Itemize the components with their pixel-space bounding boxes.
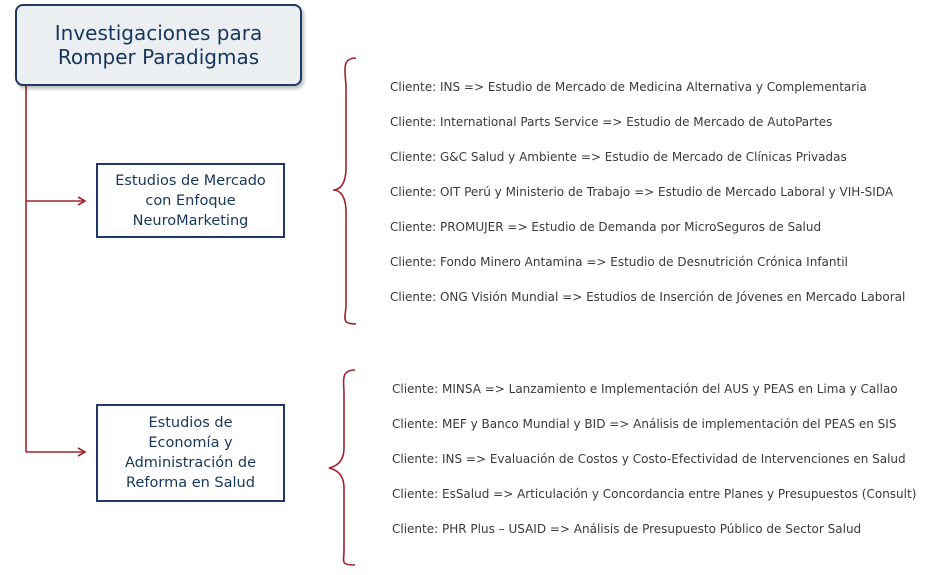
brace-branch-1 xyxy=(333,58,356,324)
client-item: Cliente: MINSA => Lanzamiento e Implementación del AUS y PEAS en Lima y Callao xyxy=(392,382,898,396)
branch-node-label: Estudios de Economía y Administración de Reforma en Salud xyxy=(124,415,257,491)
client-item: Cliente: INS => Estudio de Mercado de Medicina Alternativa y Complementaria xyxy=(390,80,867,94)
brace-branch-2 xyxy=(329,370,355,565)
client-item: Cliente: G&C Salud y Ambiente => Estudio de Mercado de Clínicas Privadas xyxy=(390,150,847,164)
client-item: Cliente: PHR Plus – USAID => Análisis de Presupuesto Público de Sector Salud xyxy=(392,522,862,536)
client-item: Cliente: PROMUJER => Estudio de Demanda por MicroSeguros de Salud xyxy=(390,220,822,234)
client-item: Cliente: ONG Visión Mundial => Estudios de Inserción de Jóvenes en Mercado Laboral xyxy=(390,290,906,304)
client-item: Cliente: INS => Evaluación de Costos y Costo-Efectividad de Intervenciones en Salud xyxy=(392,452,906,466)
branch-node-label: Estudios de Mercado con Enfoque NeuroMarketing xyxy=(115,172,266,229)
root-node xyxy=(15,4,302,86)
branch-node-health-reform xyxy=(96,404,285,502)
client-item: Cliente: OIT Perú y Ministerio de Trabajo => Estudio de Mercado Laboral y VIH-SIDA xyxy=(390,185,894,199)
client-item: Cliente: Fondo Minero Antamina => Estudio de Desnutrición Crónica Infantil xyxy=(390,255,848,269)
client-item: Cliente: MEF y Banco Mundial y BID => Análisis de implementación del PEAS en SIS xyxy=(392,417,897,431)
root-node-label: Investigaciones para Romper Paradigmas xyxy=(54,21,263,69)
client-item: Cliente: International Parts Service => Estudio de Mercado de AutoPartes xyxy=(390,115,833,129)
client-item: Cliente: EsSalud => Articulación y Concordancia entre Planes y Presupuestos (Consult) xyxy=(392,487,917,501)
branch-node-market-studies xyxy=(96,163,285,238)
